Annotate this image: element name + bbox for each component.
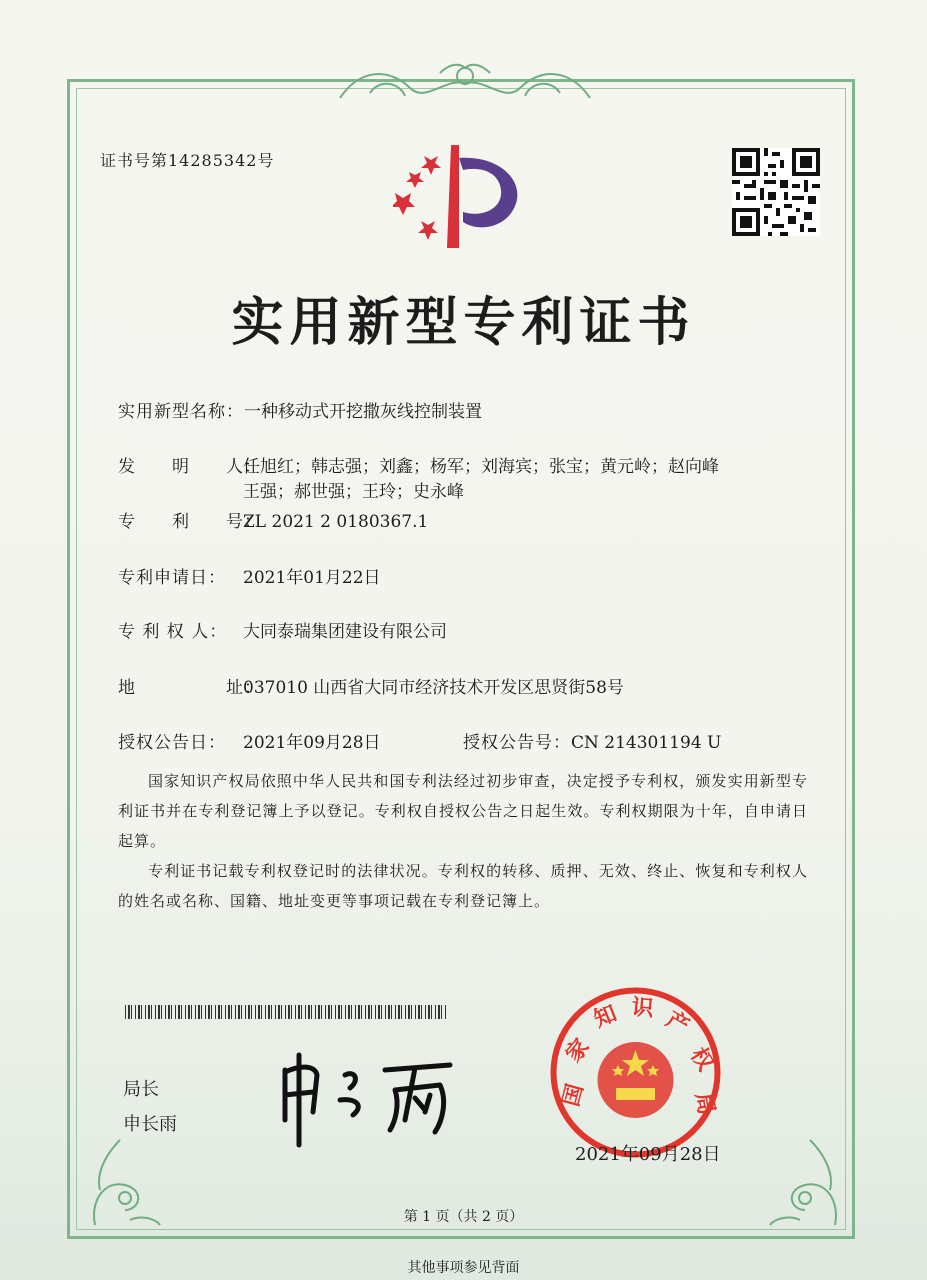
svg-text:权: 权: [685, 1043, 718, 1076]
grant-date-value: 2021年09月28日: [243, 733, 381, 753]
inventor-value-line2: 王强；郝世强；王玲；史永峰: [243, 482, 464, 502]
certificate-number: 证书号第14285342号: [100, 151, 275, 170]
legal-paragraph-1: 国家知识产权局依照中华人民共和国专利法经过初步审查，决定授予专利权，颁发实用新型专利证书并在专利登记簿上予以登记。专利权自授权公告之日起生效。专利权期限为十年，自申请日起算。: [118, 772, 808, 850]
grant-date-label: 授权公告日：: [118, 733, 226, 753]
grant-number-label: 授权公告号：: [463, 733, 571, 753]
grant-number-row: [463, 731, 721, 755]
svg-text:国: 国: [558, 1081, 589, 1110]
grant-date-row: [118, 731, 381, 755]
inventor-label: 发 明 人：: [118, 457, 262, 477]
official-seal-icon: [548, 985, 723, 1160]
page-number: 第 1 页（共 2 页）: [403, 1209, 524, 1225]
svg-text:家: 家: [561, 1034, 595, 1068]
address-row: [118, 676, 624, 700]
svg-text:局: 局: [690, 1090, 719, 1117]
patentee-label: 专 利 权 人：: [118, 622, 228, 642]
inventor-row: [118, 455, 719, 479]
seal-date: 2021年09月28日: [575, 1144, 721, 1165]
barcode-icon: [125, 1005, 447, 1019]
top-ornament-icon: [330, 58, 600, 108]
footer-note: 其他事项参见背面: [407, 1260, 520, 1276]
patentee-row: [118, 620, 447, 644]
legal-text: [118, 766, 808, 916]
patent-office-logo-icon: [393, 140, 528, 255]
utility-model-name-value: 一种移动式开挖撒灰线控制装置: [244, 402, 482, 422]
svg-text:产: 产: [661, 1007, 694, 1040]
certificate-title: 实用新型专利证书: [231, 293, 696, 353]
official-name: 申长雨: [123, 1114, 177, 1135]
apply-date-value: 2021年01月22日: [243, 568, 381, 588]
utility-model-name-label: 实用新型名称：: [118, 402, 244, 422]
inventor-value-line1: 任旭红；韩志强；刘鑫；杨军；刘海宾；张宝；黄元岭；赵向峰: [243, 457, 719, 477]
apply-date-row: [118, 566, 381, 590]
qr-code-icon[interactable]: [732, 148, 820, 236]
signature-icon: [265, 1050, 465, 1150]
apply-date-label: 专利申请日：: [118, 568, 226, 588]
official-role: 局长: [123, 1079, 159, 1100]
patent-number-value: ZL 2021 2 0180367.1: [243, 512, 429, 532]
utility-model-name-row: [118, 400, 482, 424]
address-value: 037010 山西省大同市经济技术开发区思贤街58号: [243, 678, 624, 698]
grant-number-value: CN 214301194 U: [571, 733, 722, 753]
legal-paragraph-2: 专利证书记载专利权登记时的法律状况。专利权的转移、质押、无效、终止、恢复和专利权人的姓名或名称、国籍、地址变更等事项记载在专利登记簿上。: [118, 862, 808, 910]
patent-number-row: [118, 510, 428, 534]
address-label: 地 址：: [118, 678, 262, 698]
svg-text:识: 识: [630, 995, 655, 1022]
svg-text:知: 知: [590, 1001, 621, 1033]
patent-number-label: 专 利 号：: [118, 512, 262, 532]
patentee-value: 大同泰瑞集团建设有限公司: [243, 622, 447, 642]
